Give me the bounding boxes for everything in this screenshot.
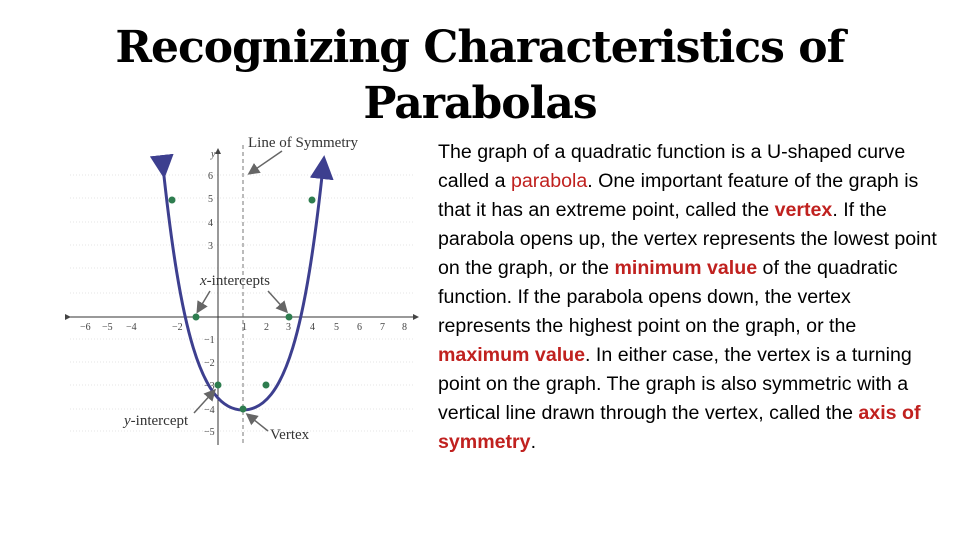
body-paragraph bbox=[438, 138, 938, 457]
x-tick: −5 bbox=[102, 322, 113, 333]
x-tick: 8 bbox=[402, 322, 407, 333]
parabola-graph bbox=[60, 125, 420, 450]
y-axis-label: y bbox=[211, 149, 216, 160]
x-tick: 6 bbox=[357, 322, 362, 333]
x-tick: −6 bbox=[80, 322, 91, 333]
x-tick: 5 bbox=[334, 322, 339, 333]
y-tick: −4 bbox=[204, 405, 215, 416]
label-line-of-symmetry: Line of Symmetry bbox=[248, 135, 358, 151]
body-text-6: . bbox=[530, 431, 537, 453]
y-tick: −5 bbox=[204, 427, 215, 438]
keyword-minimum-value: minimum value bbox=[614, 257, 758, 279]
x-tick: 2 bbox=[264, 322, 269, 333]
body-text-5: . In either case, the vertex is a turning point on the graph. The graph is also symmetric with a vertical line drawn through the vertex, called the bbox=[438, 344, 912, 424]
x-tick: 1 bbox=[242, 322, 247, 333]
arrow-x-intercept-right bbox=[268, 291, 286, 311]
point bbox=[309, 197, 316, 204]
y-intercept-point bbox=[215, 382, 222, 389]
point bbox=[263, 382, 270, 389]
y-tick: 6 bbox=[208, 171, 213, 182]
label-vertex: Vertex bbox=[270, 427, 310, 443]
vertex-point bbox=[240, 406, 247, 413]
arrow-x-intercept-left bbox=[198, 291, 210, 311]
arrow-vertex bbox=[248, 415, 268, 431]
body-text-3: . If the parabola opens up, the vertex represents the lowest point on the graph, or the bbox=[438, 199, 937, 279]
y-tick: −3 bbox=[204, 381, 215, 392]
label-y-intercept: y-intercept bbox=[124, 413, 189, 429]
y-tick: 3 bbox=[208, 241, 213, 252]
keyword-maximum-value: maximum value bbox=[438, 344, 586, 366]
keyword-parabola: parabola bbox=[510, 170, 588, 192]
x-intercept-point bbox=[193, 314, 200, 321]
x-tick: −4 bbox=[126, 322, 137, 333]
parabola-points bbox=[169, 197, 316, 413]
x-tick-labels bbox=[80, 322, 407, 333]
slide-title bbox=[100, 20, 860, 132]
y-tick: −2 bbox=[204, 358, 215, 369]
x-intercept-point bbox=[286, 314, 293, 321]
body-text-4: of the quadratic function. If the parabola opens down, the vertex represents the highest point on the graph, or the bbox=[438, 257, 898, 337]
title-line-2: Parabolas bbox=[363, 78, 597, 129]
x-tick: 3 bbox=[286, 322, 291, 333]
y-tick: −1 bbox=[204, 335, 215, 346]
body-text-2: . One important feature of the graph is that it has an extreme point, called the bbox=[438, 170, 919, 221]
keyword-axis-of-symmetry: axis of symmetry bbox=[438, 402, 921, 453]
arrow-symmetry bbox=[250, 151, 282, 173]
x-tick: 4 bbox=[310, 322, 315, 333]
body-text-1: The graph of a quadratic function is a U-shaped curve called a bbox=[438, 141, 906, 192]
parabola-graph-svg bbox=[60, 125, 420, 450]
point bbox=[169, 197, 176, 204]
y-tick: 5 bbox=[208, 194, 213, 205]
y-tick: 4 bbox=[208, 218, 213, 229]
x-tick: −2 bbox=[172, 322, 183, 333]
x-tick: 7 bbox=[380, 322, 385, 333]
title-line-1: Recognizing Characteristics of bbox=[115, 22, 845, 73]
label-x-intercepts: x-intercepts bbox=[200, 273, 270, 289]
keyword-vertex: vertex bbox=[774, 199, 833, 221]
